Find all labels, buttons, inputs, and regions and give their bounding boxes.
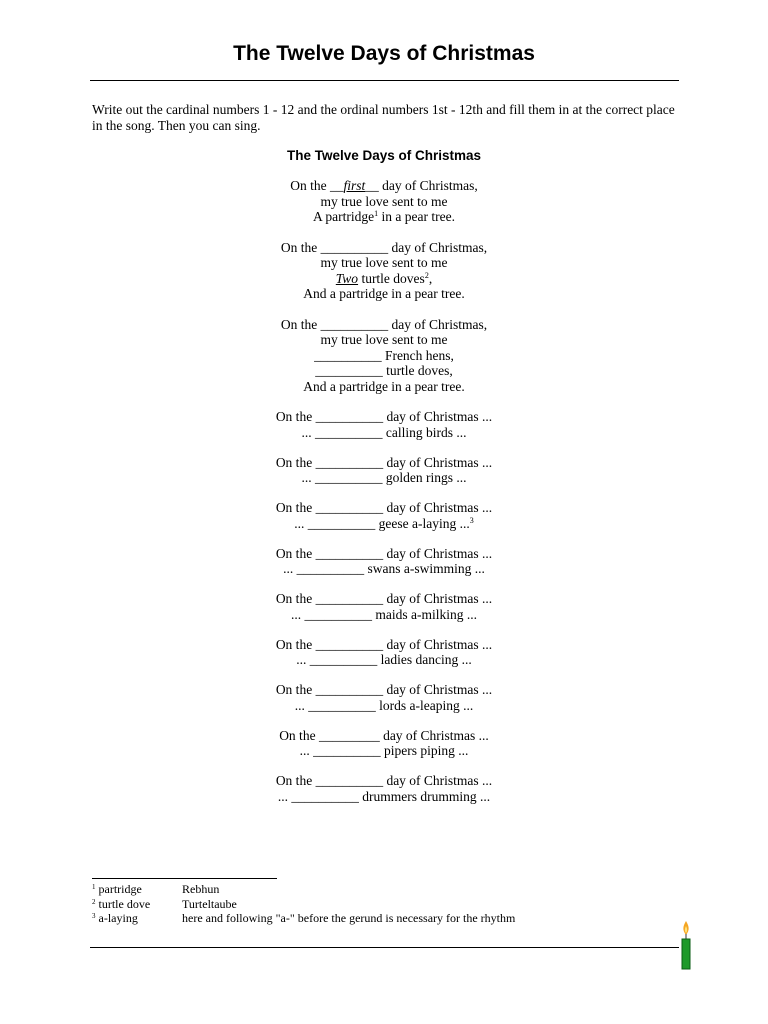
verse-line: __________ French hens, (314, 347, 454, 363)
blank: __________ (314, 347, 382, 363)
footnote (92, 882, 515, 897)
blank: __________ (313, 743, 381, 758)
verse-line: __________ turtle doves, (315, 363, 453, 378)
song-lyrics (0, 178, 768, 819)
verse-line: On the __________ day of Christmas ... (275, 636, 493, 652)
blank: __________ (315, 591, 384, 606)
instructions: Write out the cardinal numbers 1 - 12 and the ordinal numbers 1st - 12th and fill them in at the correct place in the song. Then you can sing. (92, 102, 675, 133)
blank: __________ (320, 316, 389, 332)
verse-1 (0, 178, 768, 225)
footnote-number: 2 (92, 897, 96, 906)
verse-line: ... __________ geese a-laying ...$^3$ (294, 515, 474, 531)
footnote-marker: 3 (469, 515, 474, 525)
footnote-term: partridge (98, 882, 142, 896)
blank: __________ (315, 409, 384, 424)
verse-line: ... __________ pipers piping ... (299, 743, 469, 758)
page-title: The Twelve Days of Christmas (233, 42, 535, 65)
footnote-marker: 1 (374, 209, 379, 218)
verse-8 (0, 591, 768, 622)
verse-line: On the __________ day of Christmas, (280, 239, 488, 255)
verse-line: On the __________ day of Christmas, (280, 316, 488, 332)
footnote-definition: here and following "a-" before the gerund is necessary for the rhythm (182, 911, 516, 925)
footnote-definition: Turteltaube (182, 896, 237, 911)
verse-line: ... __________ lords a-leaping ... (294, 697, 474, 713)
footnote-number: 3 (92, 912, 96, 920)
verse-line: my true love sent to me (320, 193, 448, 209)
blank: __________ (320, 239, 389, 255)
verse-10 (0, 682, 768, 713)
blank: __________ (315, 773, 384, 788)
top-divider (90, 80, 679, 81)
verse-4 (0, 409, 768, 440)
verse-line: On the __________ day of Christmas ... (275, 591, 493, 606)
verse-6 (0, 500, 768, 531)
verse-line: ... __________ golden rings ... (301, 470, 467, 485)
verse-line: On the __________ day of Christmas ... (275, 545, 493, 561)
verse-line: ... __________ drummers drumming ... (277, 788, 491, 804)
verse-line: ... __________ swans a-swimming ... (283, 561, 485, 576)
blank: __________ (304, 606, 372, 622)
footnote-term: turtle dove (98, 896, 151, 911)
blank: __________ (315, 363, 383, 378)
blank: __________ (315, 470, 383, 485)
verse-9 (0, 637, 768, 668)
verse-line: On the __________ day of Christmas ... (275, 454, 493, 470)
verse-2 (0, 240, 768, 302)
verse-line: On the __first__ day of Christmas, (290, 178, 478, 193)
blank: __________ (307, 515, 376, 531)
verse-line: ... __________ calling birds ... (301, 424, 467, 440)
blank: __________ (308, 697, 376, 713)
blank: __________ (315, 682, 384, 697)
footnote-divider (92, 878, 277, 879)
verse-line: A partridge$^1$ in a pear tree. (313, 209, 455, 224)
footnote-number: 1 (92, 883, 96, 891)
blank: __________ (315, 500, 384, 515)
candle-body (682, 939, 690, 969)
blank: __________ (296, 561, 365, 576)
footnote-definition: Rebhun (182, 882, 220, 896)
bottom-divider (90, 947, 679, 948)
blank: _________ (318, 727, 380, 743)
footnote-term: a-laying (98, 911, 138, 925)
blank: __________ (315, 636, 384, 652)
verse-line: my true love sent to me (320, 332, 448, 347)
verse-7 (0, 546, 768, 577)
verse-line: On the __________ day of Christmas ... (275, 500, 493, 515)
verse-3 (0, 317, 768, 395)
blank: __________ (315, 424, 383, 440)
blank: __________ (291, 788, 359, 804)
verse-line: On the _________ day of Christmas ... (279, 727, 489, 743)
verse-11 (0, 728, 768, 759)
blank: __________ (309, 652, 378, 667)
verse-line: my true love sent to me (320, 255, 448, 270)
footnote (92, 897, 515, 912)
verse-line: ... __________ maids a-milking ... (291, 606, 477, 622)
blank: __________ (315, 454, 384, 470)
verse-line: And a partridge in a pear tree. (303, 286, 465, 301)
footnote (92, 911, 515, 926)
verse-line: On the __________ day of Christmas ... (275, 682, 493, 697)
footnotes (92, 882, 515, 926)
verse-line: Two turtle doves$^2$, (335, 270, 433, 286)
verse-5 (0, 455, 768, 486)
verse-line: And a partridge in a pear tree. (303, 378, 465, 394)
song-title: The Twelve Days of Christmas (286, 148, 482, 163)
verse-line: On the __________ day of Christmas ... (275, 773, 493, 788)
blank: __________ (315, 545, 384, 561)
verse-12 (0, 773, 768, 804)
verse-line: ... __________ ladies dancing ... (296, 652, 472, 667)
filled-answer: first (343, 178, 366, 193)
candle-icon (680, 920, 692, 970)
verse-line: On the __________ day of Christmas ... (275, 409, 493, 424)
filled-answer: Two (335, 270, 359, 286)
footnote-marker: 2 (424, 270, 429, 280)
